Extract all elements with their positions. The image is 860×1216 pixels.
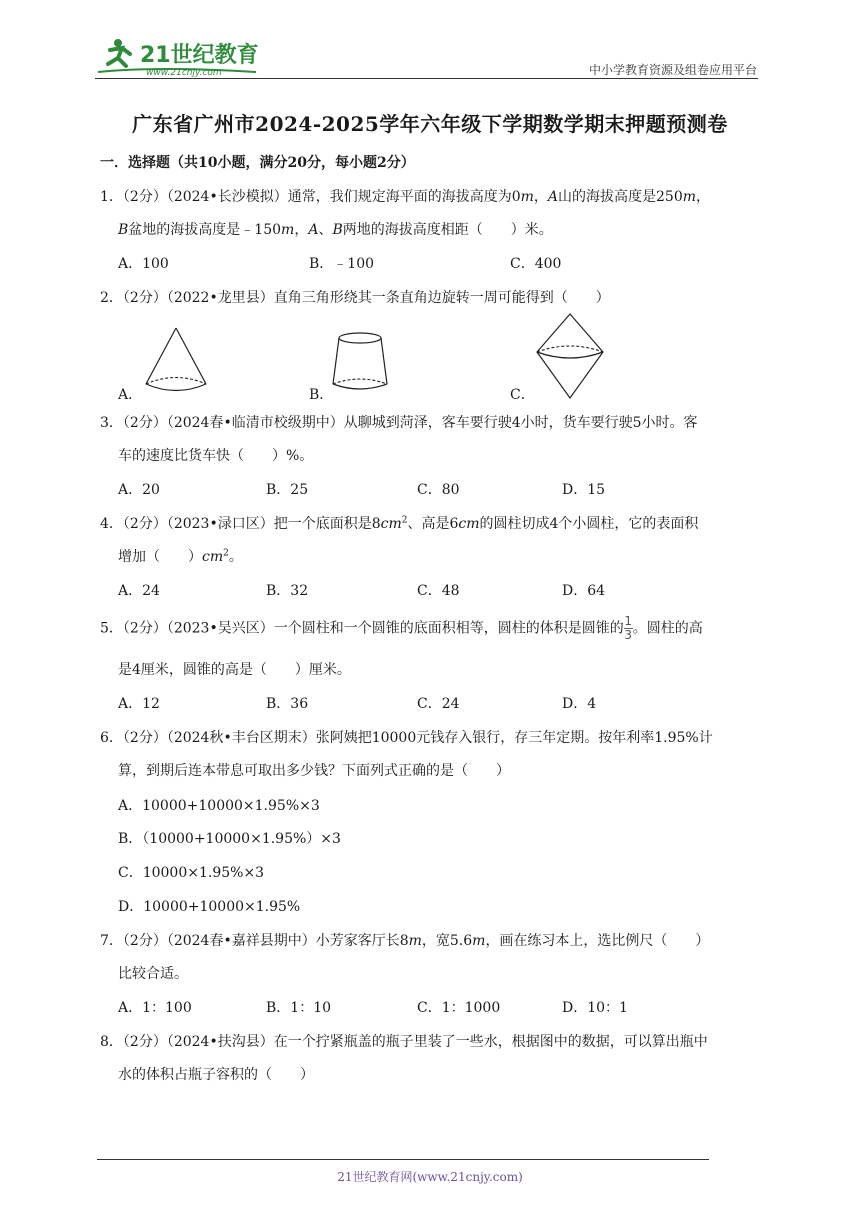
q7-option-a[interactable]: A．1：100 [118,1000,192,1016]
q6-option-c[interactable]: C．10000×1.95%×3 [118,865,265,881]
q6-option-a[interactable]: A．10000+10000×1.95%×3 [118,798,320,814]
footer-divider [97,1159,709,1160]
q2-line1: 2．（2分）（2022•龙里县）直角三角形绕其一条直角边旋转一周可能得到（ ） [100,290,610,306]
q2-option-b[interactable]: B． [309,387,334,403]
q1-option-a[interactable]: A．100 [118,256,169,272]
q7-option-b[interactable]: B．1：10 [266,1000,332,1016]
header-tagline: 中小学教育资源及组卷应用平台 [588,63,757,77]
q4-line2: 增加（ ）$cm^2$。 [118,548,243,565]
q5-option-c[interactable]: C．24 [417,696,460,712]
q3-option-a[interactable]: A．20 [118,482,160,498]
q5-line2: 是4厘米，圆锥的高是（ ）厘米。 [118,662,351,678]
q3-option-c[interactable]: C．80 [417,482,460,498]
section-title: 一．选择题（共10小题，满分20分，每小题2分） [100,155,415,171]
q5-line1: 5．（2分）（2023•吴兴区）一个圆柱和一个圆锥的底面积相等，圆柱的体积是圆锥的$\frac{1}{3}$。圆柱的高 [100,614,703,642]
q4-option-b[interactable]: B．32 [266,583,309,599]
q3-line1: 3．（2分）（2024春•临清市校级期中）从聊城到菏泽，客车要行驶4小时，货车要行驶5小时。客 [100,415,698,431]
q7-option-c[interactable]: C．1：1000 [417,1000,501,1016]
q1-option-b[interactable]: B．﹣100 [309,256,375,272]
q6-line2: 算，到期后连本带息可取出多少钱？下面列式正确的是（ ） [118,763,510,779]
q1-option-c[interactable]: C．400 [510,256,562,272]
q5-option-a[interactable]: A．12 [118,696,160,712]
q4-option-c[interactable]: C．48 [417,583,460,599]
one-third-fraction: $\frac{1}{3}$ [624,614,633,642]
q7-line1: 7．（2分）（2024春•嘉祥县期中）小芳家客厅长8m，宽5.6m，画在练习本上，选比例尺（ ） [100,933,710,949]
q3-option-b[interactable]: B．25 [266,482,309,498]
q5-option-d[interactable]: D．4 [562,696,597,712]
cone-figure-icon [140,325,212,395]
q2-option-c[interactable]: C． [510,387,535,403]
q4-option-d[interactable]: D．64 [562,583,606,599]
q7-line2: 比较合适。 [118,966,188,982]
runner-logo-icon [96,36,266,80]
q3-line2: 车的速度比货车快（ ）%。 [118,448,314,464]
q1-line1: 1．（2分）（2024•长沙模拟）通常，我们规定海平面的海拔高度为0m，A山的海拔高度是250m， [100,189,711,205]
logo-url: www.21cnjy.com [146,68,222,78]
q8-line2: 水的体积占瓶子容积的（ ） [118,1067,314,1083]
q1-line2: B盆地的海拔高度是﹣150m，A、B两地的海拔高度相距（ ）米。 [118,222,553,238]
double-cone-figure-icon [534,312,606,400]
q4-option-a[interactable]: A．24 [118,583,160,599]
header-divider [95,78,758,79]
q6-option-b[interactable]: B．（10000+10000×1.95%）×3 [118,831,341,847]
q7-option-d[interactable]: D．10：1 [562,1000,628,1016]
page-title: 广东省广州市2024-2025学年六年级下学期数学期末押题预测卷 [132,112,728,136]
q5-option-b[interactable]: B．36 [266,696,309,712]
footer-link[interactable]: 21世纪教育网(www.21cnjy.com) [337,1170,523,1184]
q3-option-d[interactable]: D．15 [562,482,606,498]
q6-option-d[interactable]: D．10000+10000×1.95% [118,899,301,915]
logo-text: 21世纪教育 [140,43,259,68]
q2-option-a[interactable]: A． [118,387,143,403]
q4-line1: 4．（2分）（2023•渌口区）把一个底面积是$8cm^2$、高是6cm的圆柱切成4个小圆柱，它的表面积 [100,515,699,532]
q6-line1: 6．（2分）（2024秋•丰台区期末）张阿姨把10000元钱存入银行，存三年定期。按年利率1.95%计 [100,730,713,746]
q8-line1: 8．（2分）（2024•扶沟县）在一个拧紧瓶盖的瓶子里装了一些水，根据图中的数据，可以算出瓶中 [100,1034,708,1050]
frustum-figure-icon [330,330,390,394]
site-logo [96,36,266,80]
